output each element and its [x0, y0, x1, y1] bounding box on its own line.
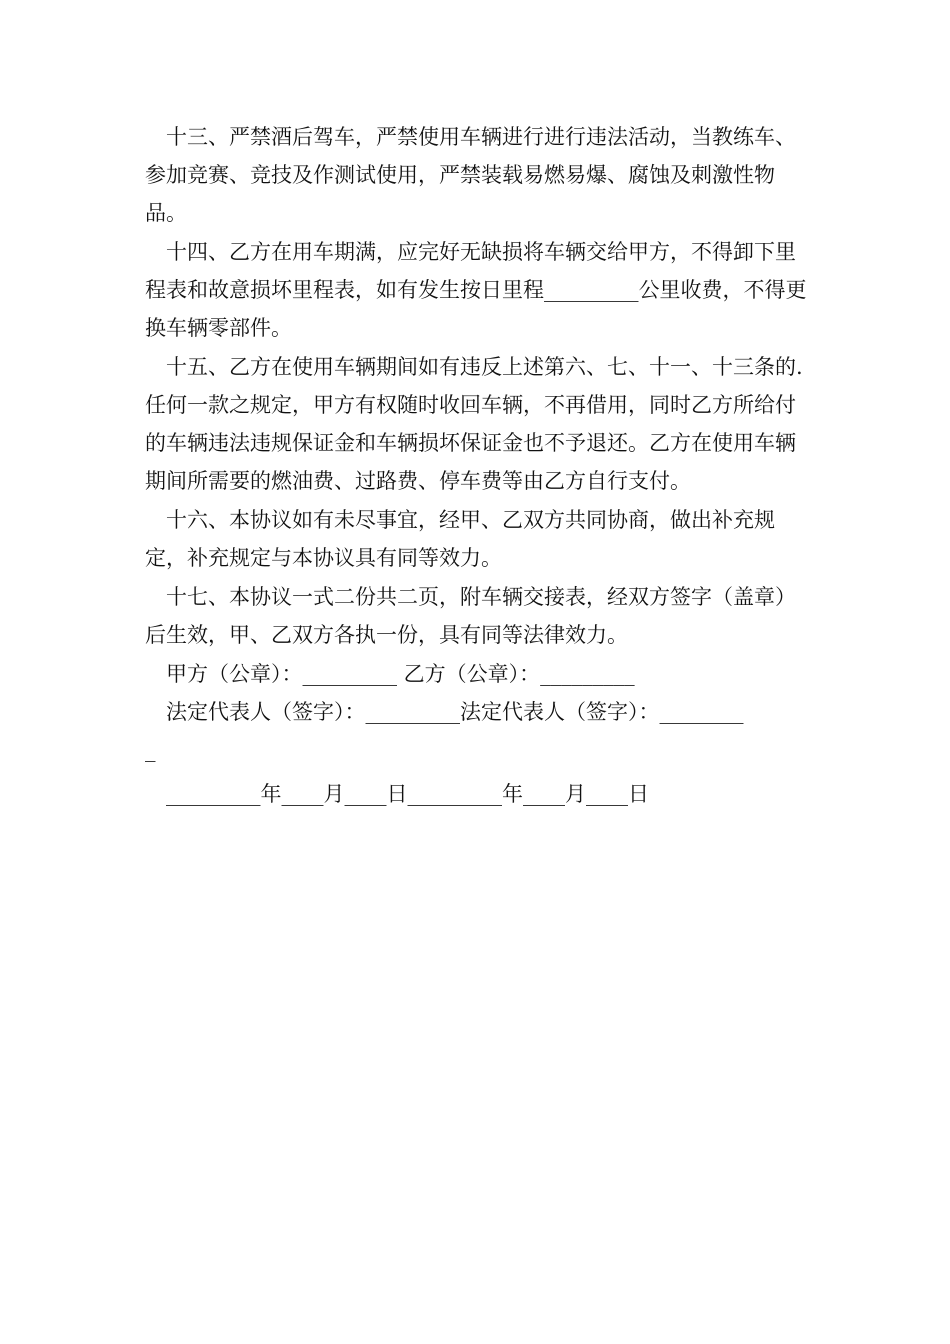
- seal-signature-line: 甲方（公章）：_________ 乙方（公章）：_________: [166, 662, 635, 686]
- clause-14: 十四、乙方在用车期满，应完好无缺损将车辆交给甲方，不得卸下里程表和故意损坏里程表，如有发生按日里程_________公里收费，不得更换车辆零部件。: [145, 240, 807, 340]
- representative-signature-overflow: _: [145, 738, 156, 762]
- clause-16: 十六、本协议如有未尽事宜，经甲、乙双方共同协商，做出补充规定，补充规定与本协议具有同等效力。: [145, 508, 775, 570]
- contract-body: [145, 118, 810, 813]
- date-line: _________年____月____日_________年____月____日: [166, 782, 649, 806]
- representative-signature-line: 法定代表人（签字）：_________法定代表人（签字）：________: [166, 700, 744, 724]
- clause-13: 十三、严禁酒后驾车，严禁使用车辆进行进行违法活动，当教练车、参加竞赛、竞技及作测试使用，严禁装载易燃易爆、腐蚀及刺激性物品。: [145, 125, 796, 225]
- clause-15: 十五、乙方在使用车辆期间如有违反上述第六、七、十一、十三条的.任何一款之规定，甲方有权随时收回车辆，不再借用，同时乙方所给付的车辆违法违规保证金和车辆损坏保证金也不予退还。乙方在使用车辆期间所需要的燃油费、过路费、停车费等由乙方自行支付。: [145, 355, 803, 493]
- clause-17: 十七、本协议一式二份共二页，附车辆交接表，经双方签字（盖章）后生效，甲、乙双方各执一份，具有同等法律效力。: [145, 585, 796, 647]
